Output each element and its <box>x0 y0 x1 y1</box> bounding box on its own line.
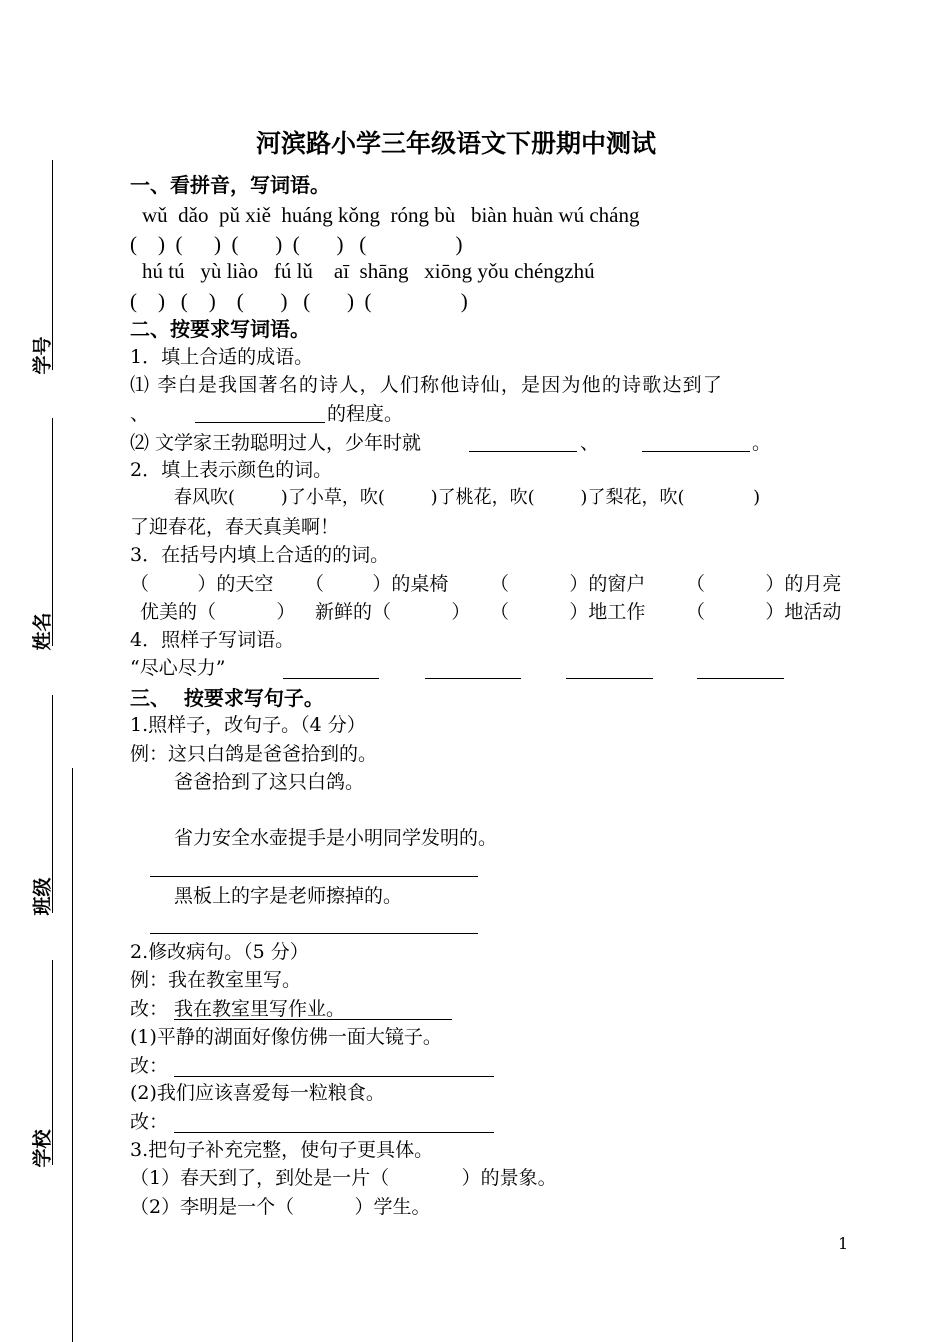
q2-2-line1: 春风吹( )了小草，吹( )了桃花，吹( )了梨花，吹( ) <box>174 487 761 508</box>
answer-line <box>642 451 750 452</box>
q2-1-2-text: ⑵ 文学家王勃聪明过人，少年时就 <box>130 432 422 454</box>
answer-line <box>697 678 784 679</box>
q3-2-example: 例：我在教室里写。 <box>130 969 302 991</box>
binding-line <box>72 768 73 1342</box>
q2-1-1-cont-post: 的程度。 <box>327 403 404 425</box>
answer-blanks-row-1: ( ) ( ) ( ) ( ) ( ) <box>130 232 463 256</box>
side-label-class: 班级 <box>31 877 54 916</box>
q2-1-1-text: ⑴ 李白是我国著名的诗人，人们称他诗仙，是因为他的诗歌达到了 <box>130 374 724 396</box>
q2-4-label: 4．照样子写词语。 <box>130 629 295 651</box>
side-label-student-id: 学号 <box>31 336 54 375</box>
q2-2-label: 2．填上表示颜色的词。 <box>130 459 333 481</box>
pinyin-row-1: wǔ dǎo pǔ xiě huáng kǒng róng bù biàn huàn wú cháng <box>142 203 640 227</box>
section2-heading: 二、按要求写词语。 <box>130 317 310 341</box>
side-line-school <box>52 960 53 1165</box>
q3-2-sentence-2-fix: 改： <box>130 1111 169 1133</box>
side-line-name <box>52 418 53 646</box>
q3-1-sentence-2: 黑板上的字是老师擦掉的。 <box>174 885 403 907</box>
answer-blanks-row-2: ( ) ( ) ( ) ( ) ( ) <box>130 289 468 313</box>
q2-3-item: （ ）的天空 <box>130 573 274 595</box>
q2-1-1-cont-pre: 、 <box>130 403 150 425</box>
q2-3-item: 新鲜的（ ） <box>315 601 471 623</box>
side-label-school: 学校 <box>31 1129 54 1168</box>
side-label-name: 姓名 <box>31 612 54 651</box>
q2-1-2-end: 。 <box>752 432 772 454</box>
q2-3-label: 3．在括号内填上合适的的词。 <box>130 544 390 566</box>
q3-3-sentence-2: （2）李明是一个（ ）学生。 <box>130 1196 431 1218</box>
page-number: 1 <box>838 1234 849 1253</box>
q2-3-item: （ ）的月亮 <box>686 573 842 595</box>
q3-2-label: 2.修改病句。（5 分） <box>130 941 309 963</box>
q2-4-example: “尽心尽力” <box>130 657 226 679</box>
answer-line <box>195 422 325 423</box>
answer-line <box>174 1019 452 1020</box>
q2-3-item: 优美的（ ） <box>140 601 296 623</box>
q2-3-item: （ ）地工作 <box>490 601 646 623</box>
pinyin-row-2: hú tú yù liào fú lǔ aī shāng xiōng yǒu chéngzhú <box>142 259 595 283</box>
answer-line <box>469 451 577 452</box>
q3-1-sentence-1: 省力安全水壶提手是小明同学发明的。 <box>174 827 498 849</box>
answer-line <box>150 933 478 934</box>
q3-2-fix-prefix: 改： <box>130 998 169 1020</box>
q3-3-sentence-1: （1）春天到了，到处是一片（ ）的景象。 <box>130 1167 557 1189</box>
section3-heading: 三、 按要求写句子。 <box>130 686 324 710</box>
section1-heading: 一、看拼音，写词语。 <box>130 173 330 197</box>
answer-line <box>566 678 653 679</box>
q3-1-label: 1.照样子，改句子。（4 分） <box>130 714 366 736</box>
answer-line <box>174 1132 494 1133</box>
q3-1-example-b: 爸爸拾到了这只白鸽。 <box>174 771 365 793</box>
q2-3-item: （ ）的桌椅 <box>305 573 449 595</box>
answer-line <box>174 1076 494 1077</box>
q2-3-item: （ ）的窗户 <box>490 573 646 595</box>
side-line-class <box>52 695 53 913</box>
answer-line <box>425 678 521 679</box>
q2-1-label: 1．填上合适的成语。 <box>130 346 314 368</box>
side-line-student-id <box>52 160 53 370</box>
answer-line <box>150 876 478 877</box>
q3-2-sentence-1-fix: 改： <box>130 1055 169 1077</box>
q3-2-sentence-1: (1)平静的湖面好像仿佛一面大镜子。 <box>130 1026 442 1048</box>
q2-3-item: （ ）地活动 <box>686 601 842 623</box>
q3-2-fix: 我在教室里写作业。 <box>174 998 346 1020</box>
q3-3-label: 3.把句子补充完整，使句子更具体。 <box>130 1139 434 1161</box>
answer-line <box>283 678 379 679</box>
q2-2-line2: 了迎春花，春天真美啊！ <box>130 516 340 538</box>
q3-2-sentence-2: (2)我们应该喜爱每一粒粮食。 <box>130 1082 385 1104</box>
q2-1-2-sep: 、 <box>580 432 600 454</box>
page-title: 河滨路小学三年级语文下册期中测试 <box>256 129 657 158</box>
q3-1-example-a: 例：这只白鸽是爸爸拾到的。 <box>130 743 378 765</box>
